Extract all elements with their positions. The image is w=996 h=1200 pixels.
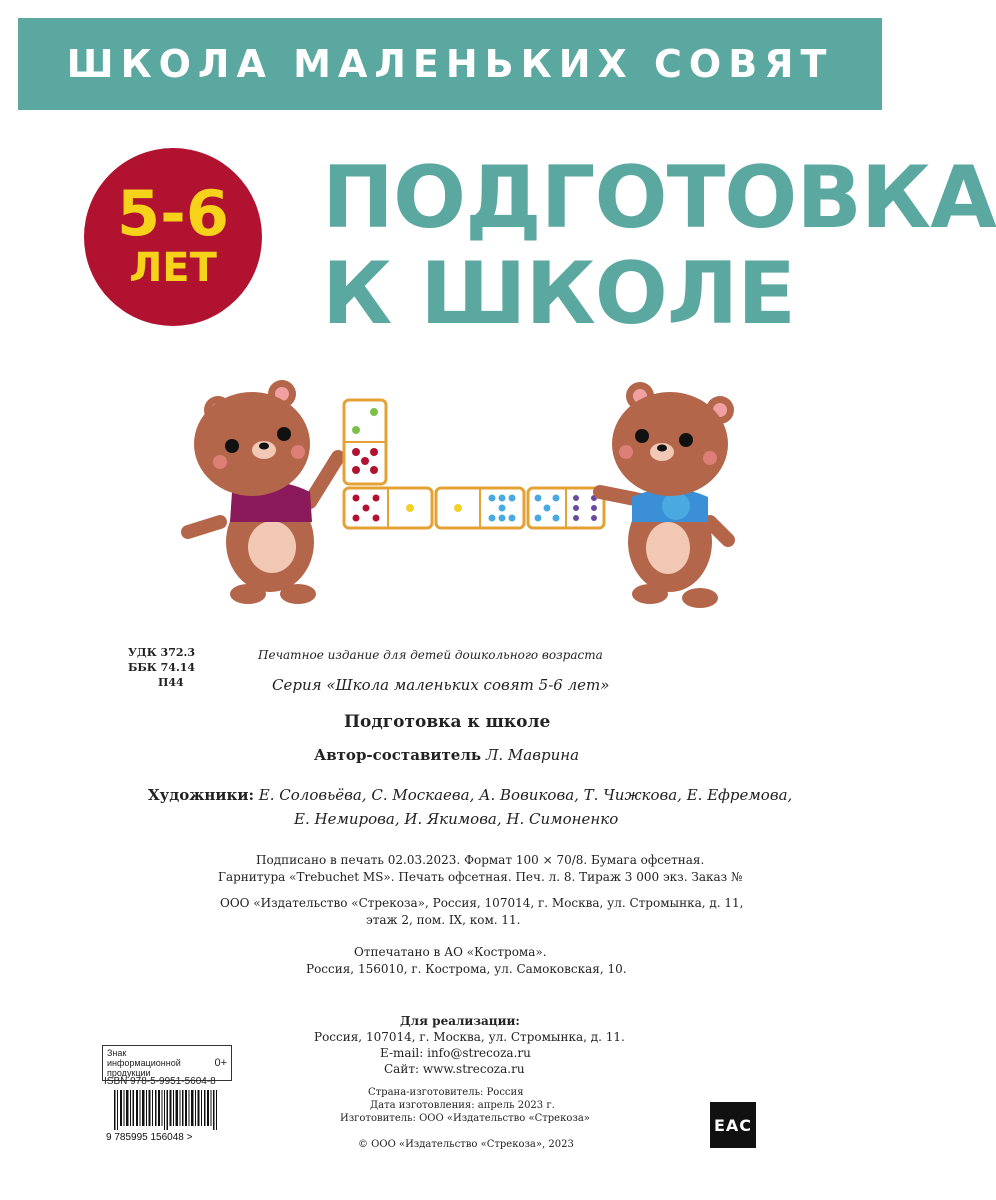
copyright: © ООО «Издательство «Стрекоза», 2023 <box>358 1139 574 1150</box>
series-banner-text: ШКОЛА МАЛЕНЬКИХ СОВЯТ <box>66 42 834 86</box>
barcode-digits: 9 785995 156048 > <box>106 1132 193 1143</box>
print-info-line-2: Гарнитура «Trebuchet MS». Печать офсетная. Печ. л. 8. Тираж 3 000 экз. Заказ № <box>218 870 743 884</box>
author-label: Автор-составитель <box>314 746 482 764</box>
eac-mark: EAC <box>710 1102 756 1148</box>
age-badge <box>84 148 262 326</box>
artists-names-2: Е. Немирова, И. Якимова, Н. Симоненко <box>294 810 619 828</box>
publisher-line-2: этаж 2, пом. IX, ком. 11. <box>366 913 521 927</box>
info-product-sign-row <box>103 1046 231 1080</box>
domino-row <box>344 400 604 528</box>
series-line: Серия «Школа маленьких совят 5-6 лет» <box>272 676 610 694</box>
age-badge-number: 5-6 <box>116 177 229 250</box>
series-banner <box>18 18 882 110</box>
manufacturer-date: Дата изготовления: апрель 2023 г. <box>370 1100 555 1111</box>
artists-label: Художники: <box>148 786 254 804</box>
manufacturer-name: Изготовитель: ООО «Издательство «Стрекоза» <box>340 1113 590 1124</box>
left-bear <box>188 380 338 604</box>
sales-site: Сайт: www.strecoza.ru <box>384 1062 525 1076</box>
sales-email: E-mail: info@strecoza.ru <box>380 1046 531 1060</box>
barcode <box>104 1090 228 1142</box>
artists-names-1: Е. Соловьёва, С. Москаева, А. Вовикова, Т. Чижкова, Е. Ефремова, <box>258 786 793 804</box>
cover-title <box>322 148 996 344</box>
publisher-line-1: ООО «Издательство «Стрекоза», Россия, 107014, г. Москва, ул. Стромынка, д. 11, <box>220 896 744 910</box>
manufacturer-country: Страна-изготовитель: Россия <box>368 1087 524 1098</box>
bbk-code: ББК 74.14 <box>128 661 196 674</box>
info-product-sign-label: Знак информационной продукции <box>107 1048 181 1078</box>
printed-at-line-1: Отпечатано в АО «Кострома». <box>354 945 547 959</box>
author-line <box>314 746 579 764</box>
artists-line-1 <box>148 786 792 804</box>
bears-dominoes-illustration <box>180 372 740 608</box>
author-name: Л. Маврина <box>485 746 580 764</box>
age-rating: 0+ <box>214 1057 227 1069</box>
isbn: ISBN 978-5-9951-5604-8 <box>104 1076 216 1087</box>
sales-address: Россия, 107014, г. Москва, ул. Стромынка, д. 11. <box>314 1030 625 1044</box>
udk-code: УДК 372.3 <box>128 646 195 659</box>
cover-title-line-1: ПОДГОТОВКА <box>322 148 996 248</box>
sales-label: Для реализации: <box>400 1014 520 1028</box>
printed-at-line-2: Россия, 156010, г. Кострома, ул. Самоковская, 10. <box>306 962 627 976</box>
age-badge-word: ЛЕТ <box>129 245 217 291</box>
print-info-line-1: Подписано в печать 02.03.2023. Формат 100 × 70/8. Бумага офсетная. <box>256 853 705 867</box>
cover-title-line-2: К ШКОЛЕ <box>322 244 796 344</box>
edition-note: Печатное издание для детей дошкольного возраста <box>258 648 603 662</box>
book-title: Подготовка к школе <box>344 712 551 732</box>
right-bear <box>600 382 734 608</box>
author-sign-code: П44 <box>158 676 184 689</box>
